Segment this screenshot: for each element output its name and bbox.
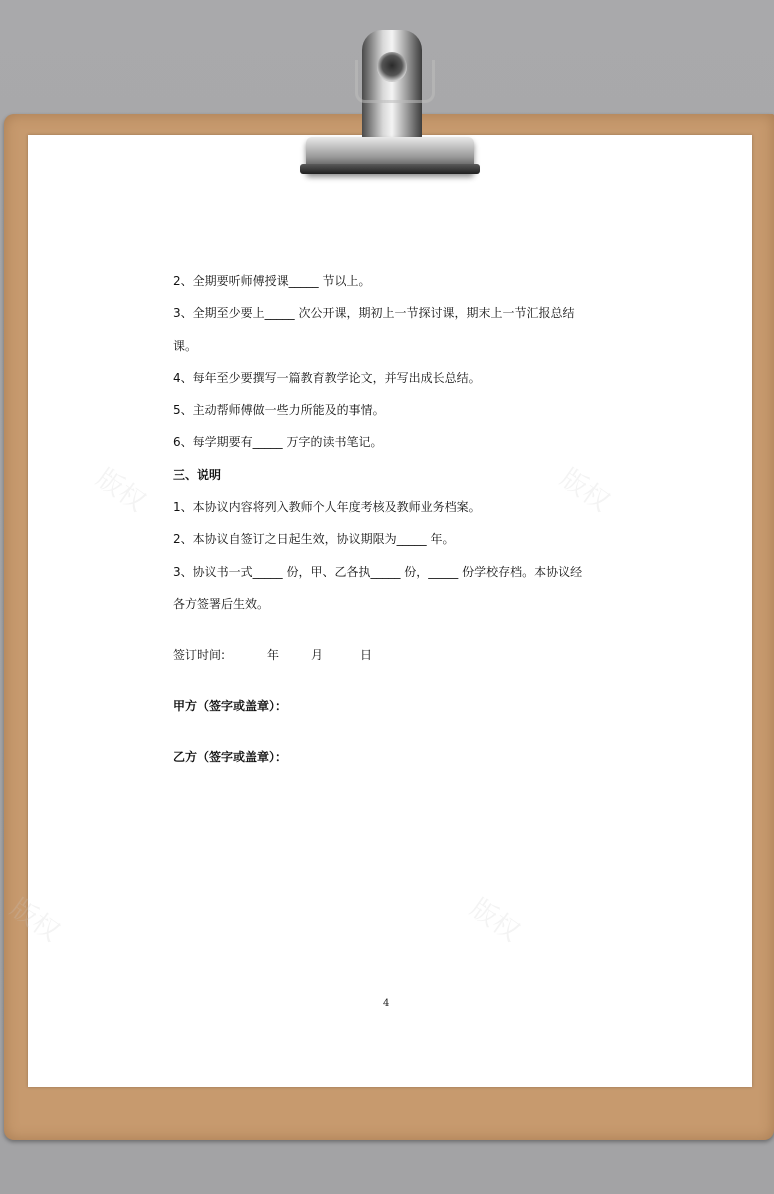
text-line: 4、每年至少要撰写一篇教育教学论文，并写出成长总结。	[173, 371, 481, 385]
sign-date-label: 签订时间:	[173, 648, 226, 662]
binder-clip-hole	[377, 52, 407, 82]
text-line: 3、协议书一式_____ 份，甲、乙各执_____ 份，_____ 份学校存档。本协议经	[173, 565, 583, 579]
text-line: 2、本协议自签订之日起生效，协议期限为_____ 年。	[173, 532, 455, 546]
text-line: 2、全期要听师傅授课_____ 节以上。	[173, 274, 371, 288]
watermark: 版权	[4, 893, 65, 948]
document-page	[28, 135, 752, 1087]
text-line: 各方签署后生效。	[173, 597, 270, 611]
party-b-signature: 乙方（签字或盖章）：	[173, 750, 288, 764]
text-line: 5、主动帮师傅做一些力所能及的事情。	[173, 403, 385, 417]
section-title: 三、说明	[173, 468, 222, 482]
text-line: 1、本协议内容将列入教师个人年度考核及教师业务档案。	[173, 500, 481, 514]
text-line: 6、每学期要有_____ 万字的读书笔记。	[173, 435, 383, 449]
year-label: 年	[267, 648, 280, 662]
page-number: 4	[383, 998, 390, 1009]
watermark: 版权	[90, 463, 151, 518]
binder-clip-lip	[300, 164, 480, 174]
month-label: 月	[311, 648, 324, 662]
watermark: 版权	[464, 893, 525, 948]
text-line: 课。	[173, 339, 198, 353]
text-line: 3、全期至少要上_____ 次公开课，期初上一节探讨课，期末上一节汇报总结	[173, 306, 575, 320]
watermark: 版权	[554, 463, 615, 518]
party-a-signature: 甲方（签字或盖章）：	[173, 699, 288, 713]
day-label: 日	[360, 648, 373, 662]
